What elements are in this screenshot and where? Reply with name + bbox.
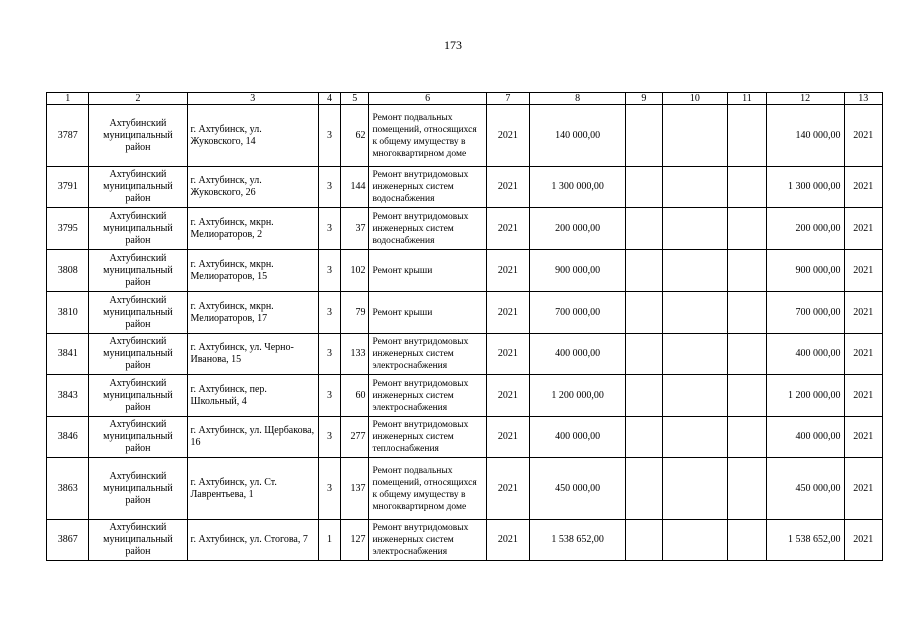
column-4-cell: 3 bbox=[318, 208, 340, 250]
completion-year-cell: 2021 bbox=[844, 417, 883, 458]
total-cell: 1 538 652,00 bbox=[766, 520, 844, 561]
completion-year-cell: 2021 bbox=[844, 292, 883, 334]
cost-cell: 400 000,00 bbox=[530, 417, 626, 458]
district-cell: Ахтубинский муниципальный район bbox=[89, 292, 187, 334]
record-id-cell: 3867 bbox=[47, 520, 89, 561]
completion-year-cell: 2021 bbox=[844, 250, 883, 292]
column-header: 2 bbox=[89, 93, 187, 105]
column-10-cell bbox=[662, 250, 728, 292]
column-header: 9 bbox=[626, 93, 662, 105]
total-cell: 1 300 000,00 bbox=[766, 167, 844, 208]
record-id-cell: 3810 bbox=[47, 292, 89, 334]
column-4-cell: 3 bbox=[318, 292, 340, 334]
column-header: 13 bbox=[844, 93, 883, 105]
address-cell: г. Ахтубинск, ул. Жуковского, 26 bbox=[187, 167, 318, 208]
year-cell: 2021 bbox=[486, 105, 529, 167]
district-cell: Ахтубинский муниципальный район bbox=[89, 375, 187, 417]
column-9-cell bbox=[626, 167, 662, 208]
column-header: 6 bbox=[369, 93, 486, 105]
table-row bbox=[47, 208, 883, 250]
district-cell: Ахтубинский муниципальный район bbox=[89, 458, 187, 520]
table-row bbox=[47, 334, 883, 375]
total-cell: 200 000,00 bbox=[766, 208, 844, 250]
year-cell: 2021 bbox=[486, 458, 529, 520]
work-type-cell: Ремонт внутридомовых инженерных систем электроснабжения bbox=[369, 520, 486, 561]
cost-cell: 200 000,00 bbox=[530, 208, 626, 250]
column-11-cell bbox=[728, 458, 766, 520]
table-row bbox=[47, 375, 883, 417]
cost-cell: 1 538 652,00 bbox=[530, 520, 626, 561]
completion-year-cell: 2021 bbox=[844, 520, 883, 561]
column-9-cell bbox=[626, 520, 662, 561]
column-10-cell bbox=[662, 334, 728, 375]
table-row bbox=[47, 458, 883, 520]
column-9-cell bbox=[626, 458, 662, 520]
column-5-cell: 62 bbox=[341, 105, 369, 167]
column-4-cell: 1 bbox=[318, 520, 340, 561]
column-5-cell: 79 bbox=[341, 292, 369, 334]
column-5-cell: 37 bbox=[341, 208, 369, 250]
address-cell: г. Ахтубинск, ул. Ст. Лаврентьева, 1 bbox=[187, 458, 318, 520]
column-5-cell: 102 bbox=[341, 250, 369, 292]
cost-cell: 140 000,00 bbox=[530, 105, 626, 167]
completion-year-cell: 2021 bbox=[844, 105, 883, 167]
column-5-cell: 277 bbox=[341, 417, 369, 458]
record-id-cell: 3841 bbox=[47, 334, 89, 375]
total-cell: 140 000,00 bbox=[766, 105, 844, 167]
column-5-cell: 137 bbox=[341, 458, 369, 520]
work-type-cell: Ремонт внутридомовых инженерных систем теплоснабжения bbox=[369, 417, 486, 458]
table-row bbox=[47, 105, 883, 167]
column-header: 5 bbox=[341, 93, 369, 105]
column-11-cell bbox=[728, 105, 766, 167]
address-cell: г. Ахтубинск, ул. Черно-Иванова, 15 bbox=[187, 334, 318, 375]
column-4-cell: 3 bbox=[318, 167, 340, 208]
district-cell: Ахтубинский муниципальный район bbox=[89, 105, 187, 167]
repair-program-table bbox=[46, 92, 883, 561]
record-id-cell: 3787 bbox=[47, 105, 89, 167]
column-10-cell bbox=[662, 208, 728, 250]
year-cell: 2021 bbox=[486, 334, 529, 375]
record-id-cell: 3846 bbox=[47, 417, 89, 458]
record-id-cell: 3791 bbox=[47, 167, 89, 208]
column-header: 8 bbox=[530, 93, 626, 105]
cost-cell: 900 000,00 bbox=[530, 250, 626, 292]
work-type-cell: Ремонт крыши bbox=[369, 292, 486, 334]
cost-cell: 1 300 000,00 bbox=[530, 167, 626, 208]
district-cell: Ахтубинский муниципальный район bbox=[89, 208, 187, 250]
work-type-cell: Ремонт крыши bbox=[369, 250, 486, 292]
page-number: 173 bbox=[444, 38, 462, 52]
column-4-cell: 3 bbox=[318, 250, 340, 292]
district-cell: Ахтубинский муниципальный район bbox=[89, 417, 187, 458]
work-type-cell: Ремонт внутридомовых инженерных систем водоснабжения bbox=[369, 167, 486, 208]
record-id-cell: 3863 bbox=[47, 458, 89, 520]
column-10-cell bbox=[662, 375, 728, 417]
address-cell: г. Ахтубинск, ул. Щербакова, 16 bbox=[187, 417, 318, 458]
column-11-cell bbox=[728, 250, 766, 292]
column-header: 3 bbox=[187, 93, 318, 105]
record-id-cell: 3808 bbox=[47, 250, 89, 292]
total-cell: 400 000,00 bbox=[766, 334, 844, 375]
work-type-cell: Ремонт внутридомовых инженерных систем водоснабжения bbox=[369, 208, 486, 250]
address-cell: г. Ахтубинск, мкрн. Мелиораторов, 15 bbox=[187, 250, 318, 292]
column-10-cell bbox=[662, 105, 728, 167]
year-cell: 2021 bbox=[486, 417, 529, 458]
column-4-cell: 3 bbox=[318, 105, 340, 167]
record-id-cell: 3843 bbox=[47, 375, 89, 417]
completion-year-cell: 2021 bbox=[844, 334, 883, 375]
total-cell: 700 000,00 bbox=[766, 292, 844, 334]
address-cell: г. Ахтубинск, пер. Школьный, 4 bbox=[187, 375, 318, 417]
table-row bbox=[47, 167, 883, 208]
column-5-cell: 133 bbox=[341, 334, 369, 375]
column-4-cell: 3 bbox=[318, 334, 340, 375]
column-4-cell: 3 bbox=[318, 458, 340, 520]
cost-cell: 1 200 000,00 bbox=[530, 375, 626, 417]
column-10-cell bbox=[662, 417, 728, 458]
completion-year-cell: 2021 bbox=[844, 208, 883, 250]
record-id-cell: 3795 bbox=[47, 208, 89, 250]
address-cell: г. Ахтубинск, мкрн. Мелиораторов, 2 bbox=[187, 208, 318, 250]
district-cell: Ахтубинский муниципальный район bbox=[89, 520, 187, 561]
column-5-cell: 60 bbox=[341, 375, 369, 417]
column-11-cell bbox=[728, 292, 766, 334]
column-4-cell: 3 bbox=[318, 375, 340, 417]
table-row bbox=[47, 520, 883, 561]
column-10-cell bbox=[662, 458, 728, 520]
column-4-cell: 3 bbox=[318, 417, 340, 458]
year-cell: 2021 bbox=[486, 520, 529, 561]
completion-year-cell: 2021 bbox=[844, 167, 883, 208]
year-cell: 2021 bbox=[486, 250, 529, 292]
total-cell: 450 000,00 bbox=[766, 458, 844, 520]
column-5-cell: 127 bbox=[341, 520, 369, 561]
column-9-cell bbox=[626, 250, 662, 292]
column-9-cell bbox=[626, 105, 662, 167]
work-type-cell: Ремонт подвальных помещений, относящихся к общему имуществу в многоквартирном доме bbox=[369, 458, 486, 520]
column-header: 4 bbox=[318, 93, 340, 105]
column-10-cell bbox=[662, 167, 728, 208]
column-11-cell bbox=[728, 208, 766, 250]
address-cell: г. Ахтубинск, ул. Стогова, 7 bbox=[187, 520, 318, 561]
column-header: 12 bbox=[766, 93, 844, 105]
column-5-cell: 144 bbox=[341, 167, 369, 208]
district-cell: Ахтубинский муниципальный район bbox=[89, 250, 187, 292]
address-cell: г. Ахтубинск, ул. Жуковского, 14 bbox=[187, 105, 318, 167]
column-9-cell bbox=[626, 375, 662, 417]
column-header: 11 bbox=[728, 93, 766, 105]
year-cell: 2021 bbox=[486, 167, 529, 208]
completion-year-cell: 2021 bbox=[844, 458, 883, 520]
table-row bbox=[47, 292, 883, 334]
district-cell: Ахтубинский муниципальный район bbox=[89, 334, 187, 375]
column-number-row bbox=[47, 93, 883, 105]
year-cell: 2021 bbox=[486, 208, 529, 250]
column-header: 1 bbox=[47, 93, 89, 105]
work-type-cell: Ремонт внутридомовых инженерных систем электроснабжения bbox=[369, 334, 486, 375]
column-9-cell bbox=[626, 334, 662, 375]
column-9-cell bbox=[626, 208, 662, 250]
table-row bbox=[47, 250, 883, 292]
year-cell: 2021 bbox=[486, 375, 529, 417]
column-11-cell bbox=[728, 520, 766, 561]
column-9-cell bbox=[626, 292, 662, 334]
total-cell: 400 000,00 bbox=[766, 417, 844, 458]
district-cell: Ахтубинский муниципальный район bbox=[89, 167, 187, 208]
work-type-cell: Ремонт подвальных помещений, относящихся к общему имуществу в многоквартирном доме bbox=[369, 105, 486, 167]
column-header: 10 bbox=[662, 93, 728, 105]
total-cell: 1 200 000,00 bbox=[766, 375, 844, 417]
column-11-cell bbox=[728, 375, 766, 417]
completion-year-cell: 2021 bbox=[844, 375, 883, 417]
column-10-cell bbox=[662, 520, 728, 561]
column-header: 7 bbox=[486, 93, 529, 105]
total-cell: 900 000,00 bbox=[766, 250, 844, 292]
table-row bbox=[47, 417, 883, 458]
year-cell: 2021 bbox=[486, 292, 529, 334]
work-type-cell: Ремонт внутридомовых инженерных систем электроснабжения bbox=[369, 375, 486, 417]
column-11-cell bbox=[728, 417, 766, 458]
cost-cell: 450 000,00 bbox=[530, 458, 626, 520]
cost-cell: 700 000,00 bbox=[530, 292, 626, 334]
column-11-cell bbox=[728, 167, 766, 208]
column-11-cell bbox=[728, 334, 766, 375]
column-9-cell bbox=[626, 417, 662, 458]
cost-cell: 400 000,00 bbox=[530, 334, 626, 375]
column-10-cell bbox=[662, 292, 728, 334]
address-cell: г. Ахтубинск, мкрн. Мелиораторов, 17 bbox=[187, 292, 318, 334]
